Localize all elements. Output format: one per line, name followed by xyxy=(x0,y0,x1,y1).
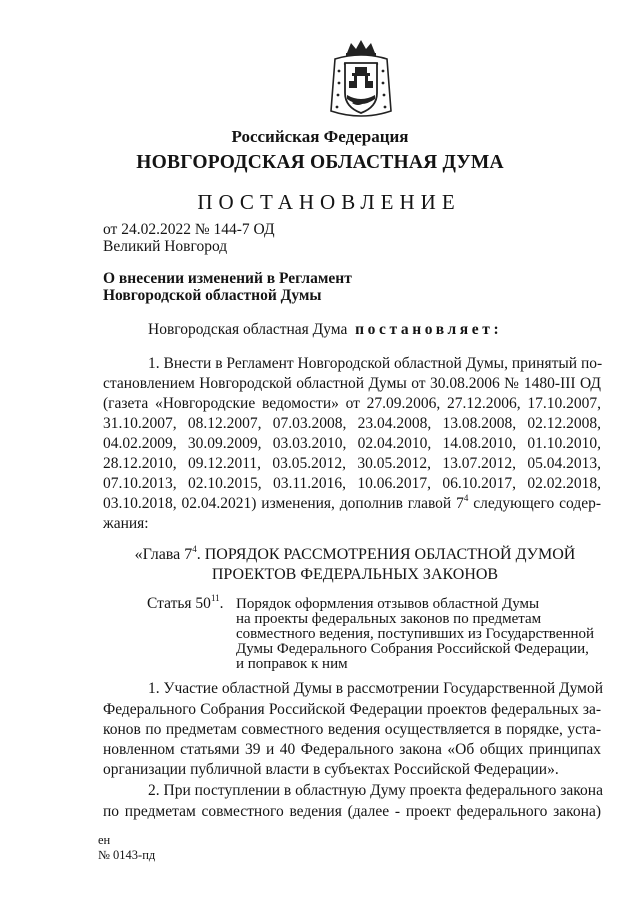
decree-statement xyxy=(148,321,502,339)
authority-name: НОВГОРОДСКАЯ ОБЛАСТНАЯ ДУМА xyxy=(136,152,504,173)
para1-line-7: 07.10.2013, 02.10.2015, 03.11.2016, 10.06.2017, 06.10.2017, 02.02.2018, xyxy=(103,475,601,492)
item1-line-3: конов по предметам совместного ведения осуществляется в порядке, уста- xyxy=(103,721,601,738)
document-city: Великий Новгород xyxy=(103,238,228,255)
item1-line-2: Федерального Собрания Российской Федерации проектов федеральных за- xyxy=(103,701,601,718)
footer-number: № 0143-пд xyxy=(98,848,156,862)
article-superscript: 11 xyxy=(210,592,220,603)
chapter-title-superscript: 4 xyxy=(192,543,197,554)
subject-line-1: О внесении изменений в Регламент xyxy=(103,270,352,287)
para1-line-8-b: следующего содер- xyxy=(468,495,601,512)
item2-line-1: 2. При поступлении в областную Думу проекта федерального закона xyxy=(148,782,603,799)
subject-line-2: Новгородской областной Думы xyxy=(103,287,322,304)
article-label-end: . xyxy=(219,595,224,612)
article-title-line-2: на проекты федеральных законов по предметам xyxy=(236,611,542,627)
article-title-line-5: и поправок к ним xyxy=(236,656,348,672)
para1-line-3: (газета «Новгородские ведомости» от 27.09.2006, 27.12.2006, 17.10.2007, xyxy=(103,395,601,412)
article-title-line-1: Порядок оформления отзывов областной Думы xyxy=(236,596,540,612)
footer-initials: ен xyxy=(98,833,111,847)
chapter-title-a: . ПОРЯДОК РАССМОТРЕНИЯ ОБЛАСТНОЙ ДУМОЙ xyxy=(196,546,576,563)
item1-line-4: новленном статьями 39 и 40 Федерального закона «Об общих принципах xyxy=(103,741,601,758)
para1-line-9: жания: xyxy=(103,515,149,532)
novgorod-coat-of-arms-icon xyxy=(325,37,397,121)
country-name: Российская Федерация xyxy=(231,127,409,146)
para1-line-1: 1. Внести в Регламент Новгородской областной Думы, принятый по- xyxy=(148,355,603,372)
item2-line-2: по предметам совместного ведения (далее - проект федерального закона) xyxy=(103,803,601,820)
article-title xyxy=(236,597,594,672)
para1-line-5: 04.02.2009, 30.09.2009, 03.03.2010, 02.04.2010, 14.08.2010, 01.10.2010, xyxy=(103,435,601,452)
para1-line-6: 28.12.2010, 09.12.2011, 03.05.2012, 30.05.2012, 13.07.2012, 05.04.2013, xyxy=(103,455,601,472)
chapter-title xyxy=(120,545,590,585)
para1-line-2: становлением Новгородской областной Думы от 30.08.2006 № 1480-III ОД xyxy=(103,375,601,392)
document-date-number: от 24.02.2022 № 144-7 ОД xyxy=(103,221,275,238)
article-title-line-4: Думы Федерального Собрания Российской Федерации, xyxy=(236,641,589,657)
item1-line-1: 1. Участие областной Думы в рассмотрении Государственной Думой xyxy=(148,680,604,697)
item1-line-5: организации публичной власти в субъектах Российской Федерации». xyxy=(103,761,559,778)
document-type: ПОСТАНОВЛЕНИЕ xyxy=(197,190,461,214)
article-number: Статья 50 xyxy=(147,595,211,612)
chapter-title-b: ПРОЕКТОВ ФЕДЕРАЛЬНЫХ ЗАКОНОВ xyxy=(211,566,499,583)
para1-line-8-a: 03.10.2018, 02.04.2021) изменения, дополнив главой 7 xyxy=(103,495,464,512)
article-title-line-3: совместного ведения, поступивших из Государственной xyxy=(236,626,595,642)
article-label xyxy=(147,592,224,613)
decree-lead: Новгородская областная Дума xyxy=(148,321,348,338)
chapter-prefix: «Глава 7 xyxy=(134,546,193,563)
para1-line-4: 31.10.2007, 08.12.2007, 07.03.2008, 23.04.2008, 13.08.2008, 02.12.2008, xyxy=(103,415,601,432)
chapter-superscript: 4 xyxy=(463,492,469,503)
decree-verb: постановляет: xyxy=(355,321,503,338)
para1-line-8 xyxy=(103,494,601,514)
